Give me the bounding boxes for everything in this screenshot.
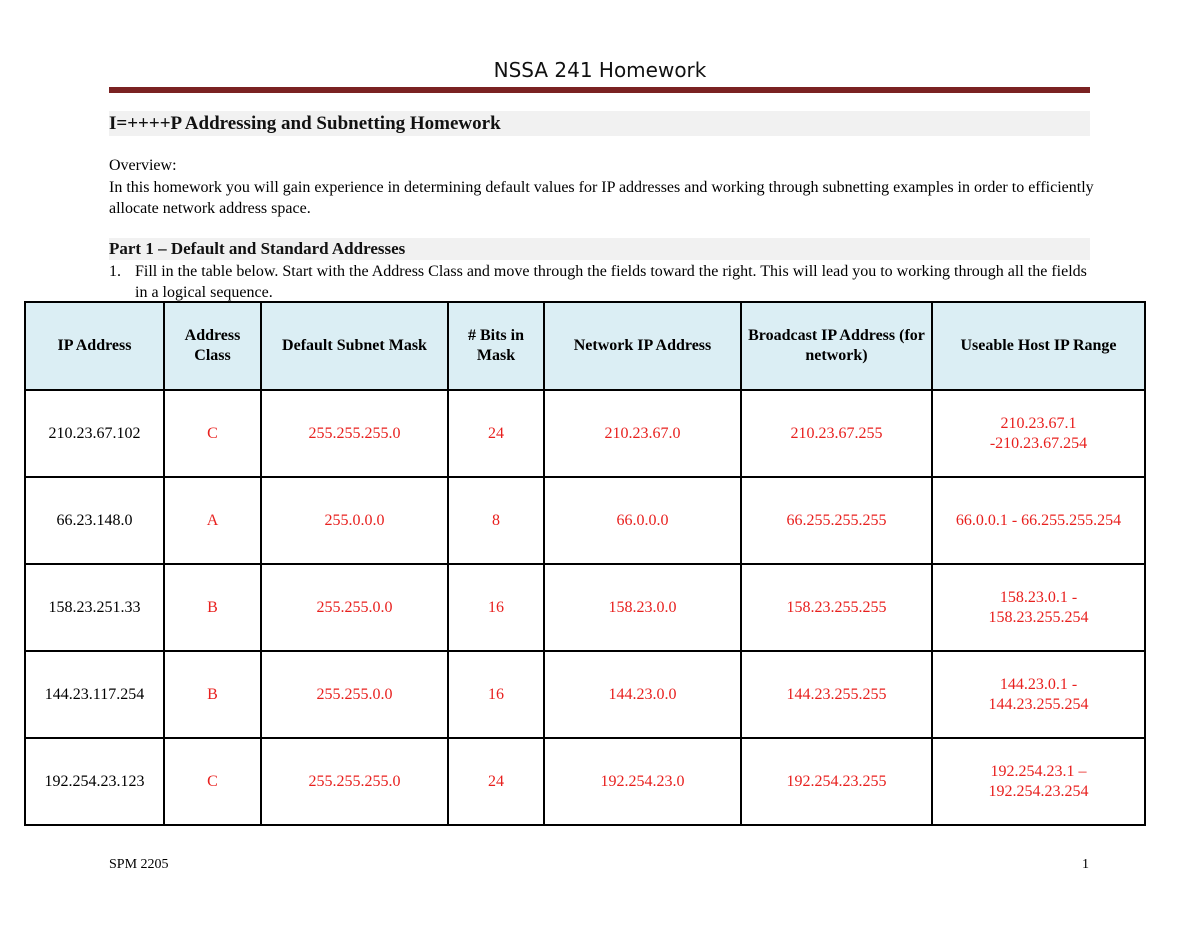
ip-address-cell: 158.23.251.33 — [25, 564, 164, 651]
table-row — [25, 477, 1145, 564]
overview-label: Overview: — [109, 157, 177, 174]
subnet-mask-cell: 255.255.0.0 — [261, 651, 448, 738]
broadcast-ip-cell: 158.23.255.255 — [741, 564, 932, 651]
host-range-cell: 210.23.67.1 -210.23.67.254 — [932, 390, 1145, 477]
instruction-number: 1. — [109, 263, 121, 280]
broadcast-ip-cell: 66.255.255.255 — [741, 477, 932, 564]
ip-address-cell: 210.23.67.102 — [25, 390, 164, 477]
host-range-cell: 66.0.0.1 - 66.255.255.254 — [932, 477, 1145, 564]
network-ip-cell: 210.23.67.0 — [544, 390, 741, 477]
footer-page-number: 1 — [1082, 857, 1089, 872]
host-range-cell: 158.23.0.1 - 158.23.255.254 — [932, 564, 1145, 651]
document-title: I=++++P Addressing and Subnetting Homework — [109, 111, 1090, 136]
mask-bits-cell: 8 — [448, 477, 544, 564]
ip-address-cell: 144.23.117.254 — [25, 651, 164, 738]
subnet-mask-cell: 255.255.255.0 — [261, 390, 448, 477]
column-header-broadcast-ip: Broadcast IP Address (for network) — [741, 302, 932, 390]
host-range-cell: 192.254.23.1 – 192.254.23.254 — [932, 738, 1145, 825]
address-class-cell: B — [164, 651, 261, 738]
subnet-mask-cell: 255.255.0.0 — [261, 564, 448, 651]
page-header-title: NSSA 241 Homework — [493, 58, 707, 82]
address-class-cell: A — [164, 477, 261, 564]
mask-bits-cell: 24 — [448, 738, 544, 825]
mask-bits-cell: 16 — [448, 564, 544, 651]
part1-heading: Part 1 – Default and Standard Addresses — [109, 238, 1090, 260]
table-row — [25, 390, 1145, 477]
overview-text: In this homework you will gain experience in determining default values for IP addresses and working through subnetting examples in order to efficiently allocate network address space. — [109, 179, 1094, 217]
network-ip-cell: 66.0.0.0 — [544, 477, 741, 564]
table-row — [25, 738, 1145, 825]
mask-bits-cell: 24 — [448, 390, 544, 477]
network-ip-cell: 158.23.0.0 — [544, 564, 741, 651]
host-range-cell: 144.23.0.1 - 144.23.255.254 — [932, 651, 1145, 738]
network-ip-cell: 192.254.23.0 — [544, 738, 741, 825]
subnet-mask-cell: 255.0.0.0 — [261, 477, 448, 564]
column-header-host-range: Useable Host IP Range — [932, 302, 1145, 390]
subnet-mask-cell: 255.255.255.0 — [261, 738, 448, 825]
table-row — [25, 651, 1145, 738]
table-header-row — [25, 302, 1145, 390]
broadcast-ip-cell: 144.23.255.255 — [741, 651, 932, 738]
column-header-ip-address: IP Address — [25, 302, 164, 390]
footer-course-code: SPM 2205 — [109, 857, 169, 872]
network-ip-cell: 144.23.0.0 — [544, 651, 741, 738]
instruction-text: Fill in the table below. Start with the Address Class and move through the fields toward the right. This will lead you to working through all the fields in a logical sequence. — [135, 263, 1087, 301]
ip-address-table — [24, 301, 1146, 826]
column-header-default-subnet-mask: Default Subnet Mask — [261, 302, 448, 390]
ip-address-cell: 192.254.23.123 — [25, 738, 164, 825]
column-header-network-ip: Network IP Address — [544, 302, 741, 390]
table-row — [25, 564, 1145, 651]
column-header-address-class: Address Class — [164, 302, 261, 390]
mask-bits-cell: 16 — [448, 651, 544, 738]
address-class-cell: B — [164, 564, 261, 651]
address-class-cell: C — [164, 390, 261, 477]
column-header-bits-in-mask: # Bits in Mask — [448, 302, 544, 390]
ip-address-cell: 66.23.148.0 — [25, 477, 164, 564]
address-class-cell: C — [164, 738, 261, 825]
broadcast-ip-cell: 192.254.23.255 — [741, 738, 932, 825]
header-rule — [109, 87, 1090, 93]
broadcast-ip-cell: 210.23.67.255 — [741, 390, 932, 477]
